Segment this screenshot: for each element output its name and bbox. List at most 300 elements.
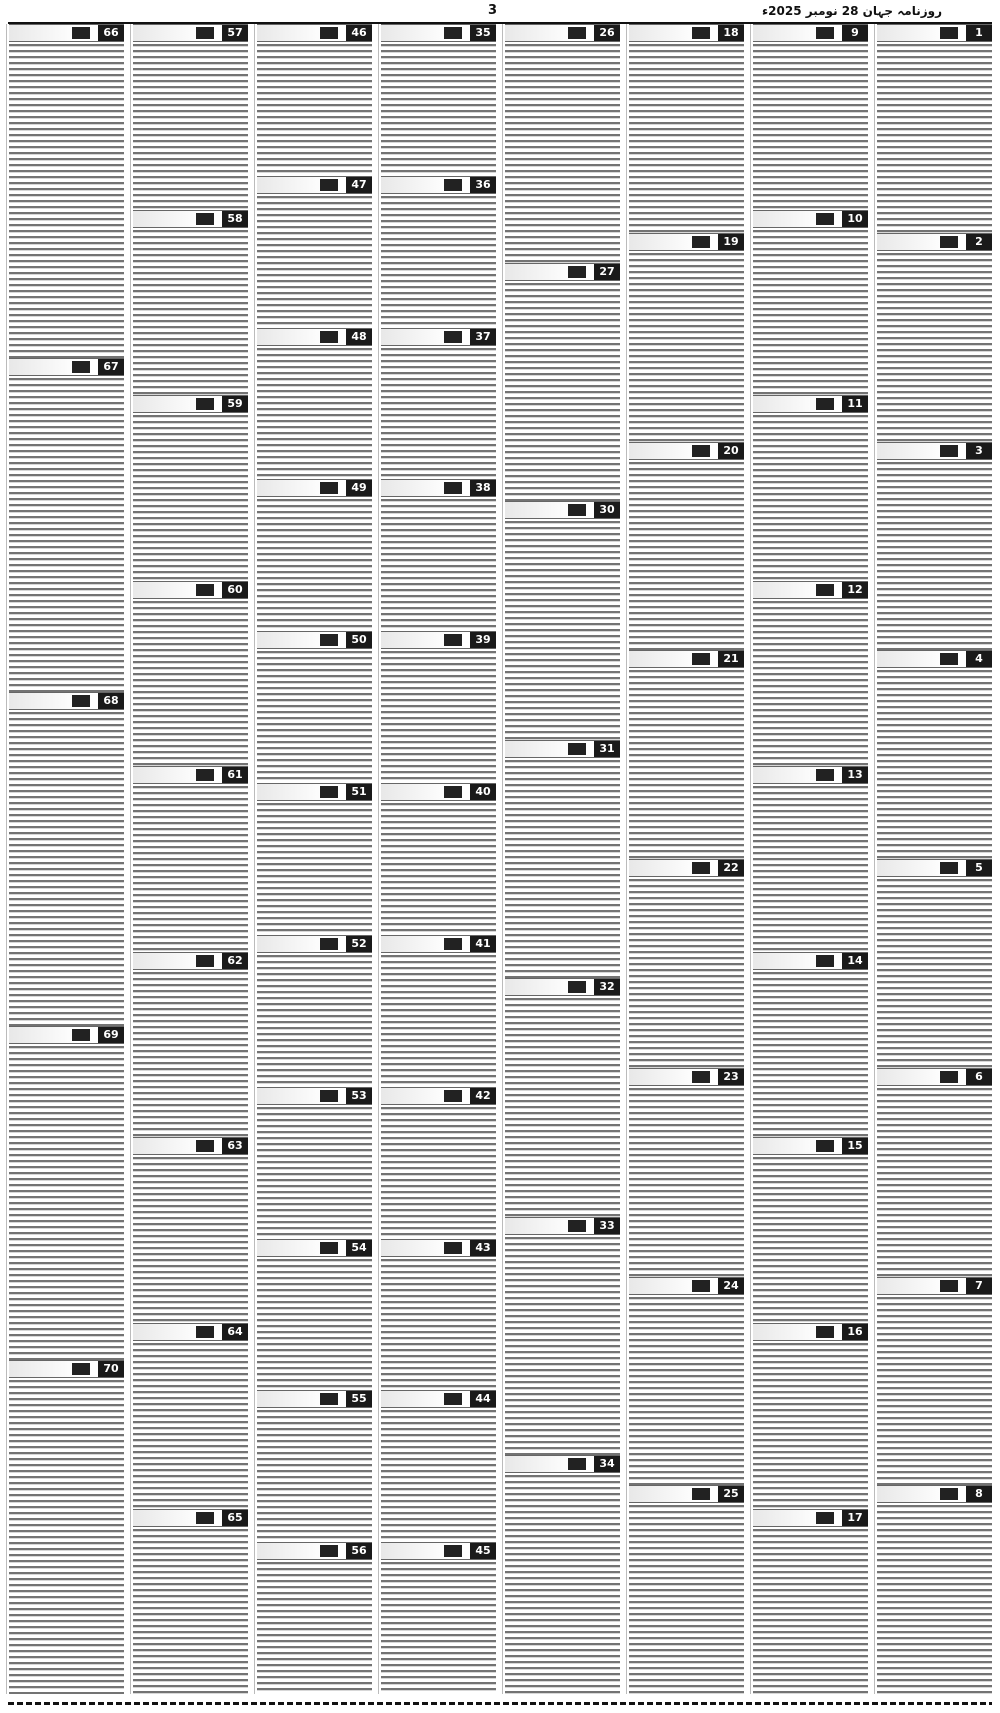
newspaper-tag-icon <box>196 213 214 225</box>
news-item-header <box>381 1087 496 1105</box>
newspaper-tag-icon <box>568 266 586 278</box>
news-item-number: 69 <box>98 1027 124 1043</box>
news-item <box>133 1509 248 1695</box>
news-item-header <box>629 24 744 42</box>
news-item-header <box>629 442 744 460</box>
news-item <box>877 1068 992 1277</box>
news-item-number: 44 <box>470 1391 496 1407</box>
news-item-body <box>505 760 620 979</box>
news-column <box>502 24 622 1694</box>
newspaper-tag-icon <box>692 862 710 874</box>
news-item-header <box>877 859 992 877</box>
news-item-number: 3 <box>966 443 992 459</box>
news-item-body <box>877 1505 992 1694</box>
news-item <box>753 766 868 952</box>
news-item-body <box>753 972 868 1138</box>
news-item-number: 70 <box>98 1361 124 1377</box>
news-item <box>505 1217 620 1456</box>
news-item <box>629 442 744 651</box>
news-item <box>133 766 248 952</box>
news-item-body <box>257 1562 372 1694</box>
news-item <box>9 1026 124 1360</box>
news-column <box>378 24 498 1694</box>
news-item-number: 34 <box>594 1456 620 1472</box>
news-item <box>381 631 496 783</box>
news-item-number: 57 <box>222 25 248 41</box>
news-item-body <box>133 44 248 210</box>
news-item <box>133 581 248 767</box>
news-item-number: 25 <box>718 1486 744 1502</box>
newspaper-tag-icon <box>444 786 462 798</box>
newspaper-tag-icon <box>444 634 462 646</box>
news-item-header <box>877 1485 992 1503</box>
news-item <box>629 1485 744 1694</box>
news-item-header <box>753 1509 868 1527</box>
news-item <box>257 935 372 1087</box>
news-item-body <box>133 601 248 767</box>
news-item-header <box>381 176 496 194</box>
news-item-body <box>381 955 496 1087</box>
news-item <box>381 328 496 480</box>
news-item-body <box>257 1107 372 1239</box>
news-item-body <box>629 1505 744 1694</box>
news-item-body <box>9 378 124 692</box>
news-item <box>753 952 868 1138</box>
news-item-body <box>257 499 372 631</box>
news-item-header <box>381 1239 496 1257</box>
news-item-number: 7 <box>966 1278 992 1294</box>
news-item <box>257 1542 372 1694</box>
news-item <box>381 1087 496 1239</box>
news-item-number: 45 <box>470 1543 496 1559</box>
news-item-number: 48 <box>346 329 372 345</box>
newspaper-tag-icon <box>72 361 90 373</box>
news-column <box>626 24 746 1694</box>
news-item <box>753 1509 868 1695</box>
newspaper-tag-icon <box>444 938 462 950</box>
news-item <box>257 176 372 328</box>
news-item-body <box>381 1107 496 1239</box>
news-item-number: 40 <box>470 784 496 800</box>
news-item <box>133 1323 248 1509</box>
news-item <box>257 783 372 935</box>
news-item-number: 19 <box>718 234 744 250</box>
newspaper-tag-icon <box>940 862 958 874</box>
news-item-number: 31 <box>594 741 620 757</box>
newspaper-tag-icon <box>568 27 586 39</box>
news-item <box>133 24 248 210</box>
newspaper-tag-icon <box>320 634 338 646</box>
news-item-header <box>505 978 620 996</box>
news-item-header <box>381 328 496 346</box>
news-item <box>505 24 620 263</box>
news-item-body <box>133 1343 248 1509</box>
news-item-header <box>505 1217 620 1235</box>
news-item <box>629 859 744 1068</box>
news-item-number: 15 <box>842 1138 868 1154</box>
news-item-body <box>629 44 744 233</box>
news-item-body <box>877 44 992 233</box>
news-item-header <box>257 1087 372 1105</box>
news-item-number: 10 <box>842 211 868 227</box>
news-item-header <box>753 24 868 42</box>
news-item-number: 11 <box>842 396 868 412</box>
news-item-body <box>753 786 868 952</box>
news-item <box>381 1542 496 1694</box>
news-item-header <box>133 1509 248 1527</box>
news-column <box>6 24 126 1694</box>
newspaper-tag-icon <box>320 482 338 494</box>
news-item <box>257 479 372 631</box>
news-item-number: 21 <box>718 651 744 667</box>
news-item-number: 42 <box>470 1088 496 1104</box>
news-item-body <box>381 44 496 176</box>
news-item-header <box>505 501 620 519</box>
news-item <box>381 176 496 328</box>
newspaper-tag-icon <box>196 955 214 967</box>
newspaper-tag-icon <box>72 27 90 39</box>
news-item-body <box>629 670 744 859</box>
news-item-body <box>381 1562 496 1694</box>
news-item-body <box>257 803 372 935</box>
news-item-number: 13 <box>842 767 868 783</box>
newspaper-tag-icon <box>816 955 834 967</box>
news-item-header <box>9 358 124 376</box>
news-item-header <box>877 442 992 460</box>
news-item-body <box>505 998 620 1217</box>
masthead <box>8 0 992 24</box>
news-item-header <box>877 1068 992 1086</box>
news-item <box>381 1390 496 1542</box>
news-item-header <box>381 24 496 42</box>
news-item-body <box>257 1410 372 1542</box>
newspaper-tag-icon <box>692 27 710 39</box>
news-item-header <box>753 581 868 599</box>
newspaper-tag-icon <box>568 504 586 516</box>
newspaper-tag-icon <box>940 236 958 248</box>
news-item-body <box>381 196 496 328</box>
newspaper-tag-icon <box>320 1242 338 1254</box>
news-item-header <box>9 1026 124 1044</box>
news-item-body <box>753 230 868 396</box>
news-item-header <box>133 581 248 599</box>
news-item-header <box>257 631 372 649</box>
news-item <box>9 1360 124 1694</box>
news-item-header <box>381 783 496 801</box>
newspaper-tag-icon <box>816 1326 834 1338</box>
news-item-number: 64 <box>222 1324 248 1340</box>
news-item <box>381 24 496 176</box>
newspaper-tag-icon <box>320 27 338 39</box>
news-item-body <box>877 1088 992 1277</box>
news-item-body <box>629 253 744 442</box>
newspaper-tag-icon <box>940 1071 958 1083</box>
news-item-header <box>133 1323 248 1341</box>
news-item <box>753 1323 868 1509</box>
newspaper-tag-icon <box>568 981 586 993</box>
news-item-number: 17 <box>842 1510 868 1526</box>
news-item <box>381 783 496 935</box>
news-item-body <box>753 1529 868 1695</box>
news-column <box>254 24 374 1694</box>
news-item-header <box>9 692 124 710</box>
news-item-header <box>257 176 372 194</box>
news-item-number: 61 <box>222 767 248 783</box>
news-item <box>9 692 124 1026</box>
news-item <box>257 1390 372 1542</box>
news-item-header <box>753 395 868 413</box>
news-item-body <box>133 415 248 581</box>
news-item-body <box>629 879 744 1068</box>
news-item-number: 53 <box>346 1088 372 1104</box>
news-item-header <box>133 210 248 228</box>
newspaper-tag-icon <box>196 1140 214 1152</box>
news-item-number: 51 <box>346 784 372 800</box>
news-item <box>753 395 868 581</box>
date-line: روزنامہ جہان 28 نومبر 2025ء <box>762 4 942 18</box>
news-item-header <box>629 859 744 877</box>
news-item-number: 39 <box>470 632 496 648</box>
news-item <box>505 740 620 979</box>
news-item-number: 36 <box>470 177 496 193</box>
news-item-body <box>9 44 124 358</box>
newspaper-tag-icon <box>816 213 834 225</box>
newspaper-tag-icon <box>692 236 710 248</box>
news-item-body <box>133 1157 248 1323</box>
news-item <box>629 24 744 233</box>
news-item-number: 65 <box>222 1510 248 1526</box>
news-item <box>505 263 620 502</box>
news-item-number: 62 <box>222 953 248 969</box>
newspaper-tag-icon <box>816 584 834 596</box>
newspaper-tag-icon <box>692 1280 710 1292</box>
newspaper-tag-icon <box>816 1140 834 1152</box>
news-item-header <box>257 783 372 801</box>
news-item-header <box>877 233 992 251</box>
newspaper-tag-icon <box>72 1029 90 1041</box>
news-item-header <box>629 1277 744 1295</box>
news-item <box>877 442 992 651</box>
news-item <box>9 24 124 358</box>
news-item-header <box>257 479 372 497</box>
newspaper-tag-icon <box>816 769 834 781</box>
news-item-body <box>877 1297 992 1486</box>
news-item <box>629 233 744 442</box>
news-item-number: 35 <box>470 25 496 41</box>
newspaper-tag-icon <box>196 398 214 410</box>
news-item-number: 68 <box>98 693 124 709</box>
news-item-number: 1 <box>966 25 992 41</box>
news-item-header <box>505 24 620 42</box>
newspaper-tag-icon <box>444 179 462 191</box>
news-item-header <box>629 233 744 251</box>
news-item-header <box>381 631 496 649</box>
news-item-number: 49 <box>346 480 372 496</box>
news-item <box>133 210 248 396</box>
newspaper-tag-icon <box>940 445 958 457</box>
news-item-header <box>381 1390 496 1408</box>
newspaper-tag-icon <box>320 331 338 343</box>
news-item <box>133 395 248 581</box>
newspaper-tag-icon <box>568 743 586 755</box>
news-item-header <box>629 650 744 668</box>
news-item-body <box>381 1259 496 1391</box>
newspaper-tag-icon <box>320 179 338 191</box>
newspaper-tag-icon <box>196 584 214 596</box>
newspaper-tag-icon <box>196 1512 214 1524</box>
news-item-body <box>877 670 992 859</box>
news-item-body <box>133 972 248 1138</box>
newspaper-tag-icon <box>940 653 958 665</box>
newspaper-tag-icon <box>568 1458 586 1470</box>
news-column <box>874 24 994 1694</box>
news-item-number: 50 <box>346 632 372 648</box>
page-number: 3 <box>488 3 498 18</box>
news-item <box>257 1087 372 1239</box>
news-item-header <box>753 766 868 784</box>
news-column <box>130 24 250 1694</box>
news-item <box>381 1239 496 1391</box>
news-item-body <box>753 1343 868 1509</box>
news-item-header <box>133 395 248 413</box>
news-item-body <box>257 44 372 176</box>
newspaper-tag-icon <box>444 331 462 343</box>
news-item-body <box>505 1237 620 1456</box>
news-item-body <box>257 196 372 328</box>
news-item-number: 63 <box>222 1138 248 1154</box>
news-item <box>257 24 372 176</box>
news-item-body <box>381 1410 496 1542</box>
news-item-header <box>381 935 496 953</box>
news-item-number: 2 <box>966 234 992 250</box>
news-item-header <box>257 24 372 42</box>
news-item-header <box>877 1277 992 1295</box>
newspaper-tag-icon <box>320 1090 338 1102</box>
newspaper-tag-icon <box>196 27 214 39</box>
news-columns <box>6 24 994 1694</box>
news-item <box>505 501 620 740</box>
news-item-body <box>505 44 620 263</box>
news-item-header <box>9 1360 124 1378</box>
news-item-number: 54 <box>346 1240 372 1256</box>
news-item-number: 4 <box>966 651 992 667</box>
news-item-body <box>257 1259 372 1391</box>
news-item-body <box>629 1297 744 1486</box>
news-item-number: 67 <box>98 359 124 375</box>
news-item-body <box>133 1529 248 1695</box>
news-item-body <box>133 786 248 952</box>
news-item-body <box>629 462 744 651</box>
newspaper-tag-icon <box>196 769 214 781</box>
news-item-number: 23 <box>718 1069 744 1085</box>
news-item-body <box>381 348 496 480</box>
newspaper-tag-icon <box>692 445 710 457</box>
news-item-number: 16 <box>842 1324 868 1340</box>
news-item <box>381 479 496 631</box>
news-item <box>9 358 124 692</box>
news-item <box>629 1277 744 1486</box>
news-item-number: 66 <box>98 25 124 41</box>
newspaper-tag-icon <box>444 482 462 494</box>
news-item-body <box>877 462 992 651</box>
news-item-number: 27 <box>594 264 620 280</box>
news-item-body <box>381 499 496 631</box>
news-item <box>257 328 372 480</box>
news-item-header <box>505 1455 620 1473</box>
news-item-number: 60 <box>222 582 248 598</box>
news-item-header <box>257 328 372 346</box>
news-item-body <box>381 803 496 935</box>
newspaper-tag-icon <box>816 1512 834 1524</box>
news-item-header <box>877 650 992 668</box>
news-item-body <box>753 1157 868 1323</box>
news-item <box>381 935 496 1087</box>
news-item-number: 58 <box>222 211 248 227</box>
news-item-number: 41 <box>470 936 496 952</box>
footer-rule <box>8 1702 992 1705</box>
news-item <box>257 1239 372 1391</box>
news-item <box>753 24 868 210</box>
news-item-body <box>257 348 372 480</box>
news-item <box>877 233 992 442</box>
news-item-body <box>505 283 620 502</box>
news-item-body <box>9 1380 124 1694</box>
newspaper-tag-icon <box>196 1326 214 1338</box>
news-item <box>257 631 372 783</box>
news-item-header <box>9 24 124 42</box>
news-item-body <box>381 651 496 783</box>
news-item-header <box>381 1542 496 1560</box>
news-item-number: 24 <box>718 1278 744 1294</box>
news-item-number: 20 <box>718 443 744 459</box>
news-item-header <box>753 210 868 228</box>
news-item-header <box>877 24 992 42</box>
news-item-number: 8 <box>966 1486 992 1502</box>
news-item-number: 5 <box>966 860 992 876</box>
news-item <box>877 1277 992 1486</box>
newspaper-tag-icon <box>816 27 834 39</box>
news-item-number: 12 <box>842 582 868 598</box>
news-item <box>133 1137 248 1323</box>
news-item-body <box>9 1046 124 1360</box>
news-item-number: 47 <box>346 177 372 193</box>
news-item-body <box>257 955 372 1087</box>
news-item-header <box>133 766 248 784</box>
newspaper-tag-icon <box>72 695 90 707</box>
news-item-header <box>257 1390 372 1408</box>
newspaper-tag-icon <box>320 1545 338 1557</box>
news-item-body <box>9 712 124 1026</box>
news-item-header <box>133 24 248 42</box>
news-item-header <box>257 935 372 953</box>
news-item-number: 33 <box>594 1218 620 1234</box>
news-item <box>753 1137 868 1323</box>
news-item-header <box>381 479 496 497</box>
news-item-header <box>753 1137 868 1155</box>
news-item <box>877 1485 992 1694</box>
newspaper-tag-icon <box>940 1280 958 1292</box>
news-item <box>505 978 620 1217</box>
news-item-number: 18 <box>718 25 744 41</box>
newspaper-tag-icon <box>444 1393 462 1405</box>
news-item-number: 59 <box>222 396 248 412</box>
news-item <box>629 650 744 859</box>
newspaper-tag-icon <box>940 27 958 39</box>
news-item-number: 52 <box>346 936 372 952</box>
newspaper-tag-icon <box>320 786 338 798</box>
news-item-header <box>257 1542 372 1560</box>
newspaper-tag-icon <box>692 653 710 665</box>
